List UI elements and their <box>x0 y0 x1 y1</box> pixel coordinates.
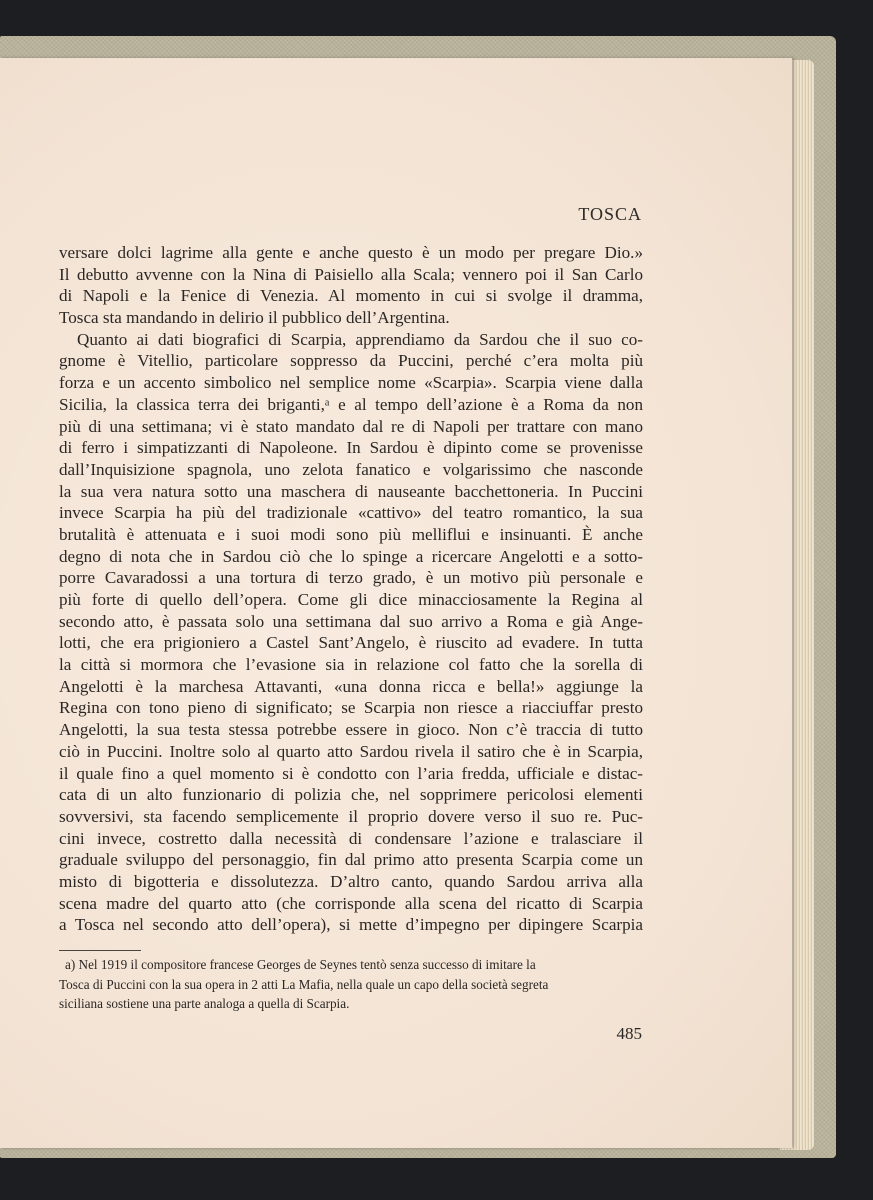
text-line: dall’Inquisizione spagnola, uno zelota fanatico e volgarissimo che nasconde <box>59 459 643 479</box>
text-line: cini invece, costretto dalla necessità di condensare l’azione e tralasciare il <box>59 828 643 848</box>
text-line: graduale sviluppo del personaggio, fin dal primo atto presenta Scarpia come un <box>59 850 643 870</box>
text-line: a Tosca nel secondo atto dell’opera), si mette d’impegno per dipingere Scarpia <box>59 915 643 935</box>
text-line: più forte di quello dell’opera. Come gli dice minacciosamente la Regina al <box>59 590 643 609</box>
text-line: misto di bigotteria e dissolutezza. D’altro canto, quando Sardou arriva alla <box>59 871 643 891</box>
text-line: di ferro i simpatizzanti di Napoleone. In Sardou è dipinto come se provenisse <box>59 438 643 458</box>
text-line: invece Scarpia ha più del tradizionale «cattivo» del teatro romantico, la sua <box>59 503 643 523</box>
text-line: sovversivi, sta facendo semplicemente il proprio dovere verso il suo re. Puc- <box>59 806 643 826</box>
text-line: degno di nota che in Sardou ciò che lo spinge a ricercare Angelotti e a sotto- <box>59 546 643 566</box>
text-line: più di una settimana; vi è stato mandato dal re di Napoli per trattare con mano <box>59 416 643 436</box>
footnote-line: a) Nel 1919 il compositore francese Georges de Seynes tentò senza successo di imitare la <box>65 957 536 972</box>
text-line: Angelotti, la sua testa stessa potrebbe essere in gioco. Non c’è traccia di tutto <box>59 720 643 740</box>
text-line: il quale fino a quel momento si è condotto con l’aria fredda, ufficiale e distac- <box>59 763 643 783</box>
page-number: 485 <box>616 1024 642 1043</box>
text-line: cata di un alto funzionario di polizia che, nel sopprimere pericolosi elementi <box>59 785 643 805</box>
text-line: secondo atto, è passata solo una settimana dal suo arrivo a Roma e già Ange- <box>59 611 643 631</box>
body-text <box>59 242 643 936</box>
text-line: la sua vera natura sotto una maschera di nauseante bacchettoneria. In Puccini <box>59 481 643 501</box>
text-line: gnome è Vitellio, particolare soppresso da Puccini, perché c’era molta più <box>59 351 643 371</box>
footnote-line: siciliana sostiene una parte analoga a quella di Scarpia. <box>59 996 350 1011</box>
text-line: porre Cavaradossi a una tortura di terzo grado, è un motivo più personale e <box>59 568 643 588</box>
text-line: Sicilia, la classica terra dei briganti,ᵃ e al tempo dell’azione è a Roma da non <box>59 394 643 414</box>
text-line: scena madre del quarto atto (che corrisponde alla scena del ricatto di Scarpia <box>59 893 643 913</box>
text-line: Quanto ai dati biografici di Scarpia, apprendiamo da Sardou che il suo co- <box>77 329 643 349</box>
text-line: versare dolci lagrime alla gente e anche questo è un modo per pregare Dio.» <box>59 243 643 262</box>
running-head: TOSCA <box>578 204 642 224</box>
text-line: Angelotti è la marchesa Attavanti, «una donna ricca e bella!» aggiunge la <box>59 676 643 696</box>
footnote-divider <box>59 950 141 951</box>
text-line: brutalità è attenuata e i suoi modi sono più melliflui e insinuanti. È anche <box>59 524 643 544</box>
book-page <box>0 58 792 1148</box>
footnote <box>59 955 643 1014</box>
text-line: ciò in Puccini. Inoltre solo al quarto atto Sardou rivela il satiro che è in Scarpia, <box>59 741 643 761</box>
footnote-line: Tosca di Puccini con la sua opera in 2 atti La Mafia, nella quale un capo della società segreta <box>59 976 549 992</box>
text-line: forza e un accento simbolico nel semplice nome «Scarpia». Scarpia viene dalla <box>59 373 643 393</box>
text-line: Il debutto avvenne con la Nina di Paisiello alla Scala; vennero poi il San Carlo <box>59 264 643 284</box>
text-line: di Napoli e la Fenice di Venezia. Al momento in cui si svolge il dramma, <box>59 286 643 306</box>
text-line: Tosca sta mandando in delirio il pubblico dell’Argentina. <box>59 308 450 328</box>
text-line: Regina con tono pieno di significato; se Scarpia non riesce a riacciuffar presto <box>59 698 643 718</box>
text-line: la città si mormora che l’evasione sia in relazione col fatto che la sorella di <box>59 655 643 675</box>
text-line: lotti, che era prigioniero a Castel Sant’Angelo, è riuscito ad evadere. In tutta <box>59 633 643 653</box>
